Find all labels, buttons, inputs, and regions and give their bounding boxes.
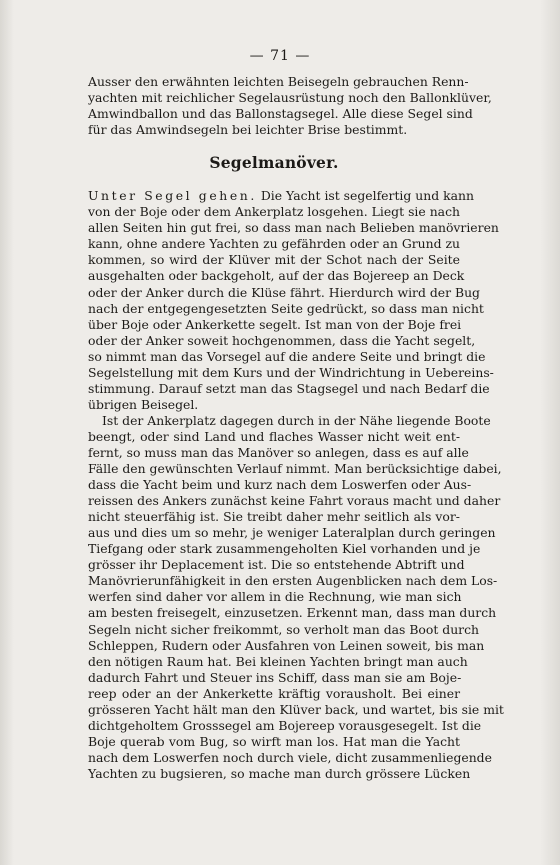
text-line: für das Amwindsegeln bei leichter Brise bestimmt. [88,122,408,138]
text-line: am besten freisegelt, einzusetzen. Erkennt man, dass man durch [88,605,497,621]
text-line-wrapped [88,364,494,397]
page-body [88,74,504,782]
text-line: yachten mit reichlicher Segelausrüstung noch den Ballonklüver, [88,90,492,106]
text-line: Boje querab vom Bug, so wirft man los. Hat man die Yacht [88,733,460,749]
text-line: Amwindballon und das Ballonstagsegel. Alle diese Segel sind [88,106,473,122]
text-line: Ist der Ankerplatz dagegen durch in der Nähe liegende Boote [102,412,491,428]
text-line: grösser ihr Deplacement ist. Die so entstehende Abtrift und [88,557,465,573]
text-line: so nimmt man das Vorsegel auf die andere Seite und bringt die [88,348,486,364]
text-line: kann, ohne andere Yachten zu gefährden oder an Grund zu [88,236,460,252]
text-line: Ausser den erwähnten leichten Beisegeln gebrauchen Renn- [88,74,469,89]
paragraph-ankerplatz [88,412,504,782]
text-line: oder der Anker durch die Klüse fährt. Hierdurch wird der Bug [88,284,480,300]
text-line: nach dem Loswerfen noch durch viele, dicht zusammenliegende [88,749,492,765]
page-number: — 71 — [249,48,311,64]
text-line: dichtgeholtem Grosssegel am Bojereep vorausgesegelt. Ist die [88,717,482,733]
text-run: Die Yacht ist segelfertig und kann [256,188,474,204]
section-heading: Segelmanöver. [209,153,339,173]
text-line: den nötigen Raum hat. Bei kleinen Yachten bringt man auch [88,653,468,669]
text-line: Fälle den gewünschten Verlauf nimmt. Man berücksichtige dabei, [88,461,502,477]
text-line: stimmung. Darauf setzt man das Stagsegel und nach Bedarf die [88,380,490,396]
text-line: oder der Anker soweit hochgenommen, dass die Yacht segelt, [88,332,476,348]
text-line: aus und dies um so mehr, je weniger Lateralplan durch geringen [88,525,496,541]
text-line: Yachten zu bugsieren, so mache man durch grössere Lücken [88,765,471,781]
paragraph-unter-segel-gehen [88,188,499,413]
text-line: reep oder an der Ankerkette kräftig vorausholt. Bei einer [88,685,460,701]
text-line: von der Boje oder dem Ankerplatz losgehen. Liegt sie nach [88,204,460,220]
text-line: nach der entgegengesetzten Seite gedrückt, so dass man nicht [88,300,484,316]
text-line: ausgehalten oder backgeholt, auf der das Bojereep an Deck [88,268,465,284]
text-line: Segeln nicht sicher freikommt, so verholt man das Boot durch [88,621,480,637]
paragraph-beisegel [88,74,492,138]
text-line: reissen des Ankers zunächst keine Fahrt voraus macht und daher [88,493,501,509]
text-line: Tiefgang oder stark zusammengeholten Kiel vorhanden und je [88,541,481,557]
text-line: Manövrierunfähigkeit in den ersten Augenblicken nach dem Los- [88,573,498,589]
text-line: nicht steuerfähig ist. Sie treibt daher mehr seitlich als vor- [88,509,460,525]
text-line: dadurch Fahrt und Steuer ins Schiff, dass man sie am Boje- [88,669,462,685]
text-line: übrigen Beisegel. [88,396,199,412]
text-line: werfen sind daher vor allem in die Rechnung, wie man sich [88,589,462,605]
text-line: fernt, so muss man das Manöver so anlegen, dass es auf alle [88,444,469,460]
text-line: dass die Yacht beim und kurz nach dem Loswerfen oder Aus- [88,477,472,493]
text-line: grösseren Yacht hält man den Klüver back, und wartet, bis sie mit [88,701,504,717]
text-line: Schleppen, Rudern oder Ausfahren von Leinen soweit, bis man [88,637,485,653]
text-line: beengt, oder sind Land und flaches Wasser nicht weit ent- [88,428,460,444]
text-line [88,188,474,204]
text-line: Segelstellung mit dem Kurs und der Windrichtung in Uebereins- [88,364,494,380]
text-line: über Boje oder Ankerkette segelt. Ist man von der Boje frei [88,316,462,332]
text-line: allen Seiten hin gut frei, so dass man nach Belieben manövrieren [88,220,499,236]
text-line: kommen, so wird der Klüver mit der Schot nach der Seite [88,252,460,268]
run-in-heading: Unter Segel gehen. [88,188,257,204]
